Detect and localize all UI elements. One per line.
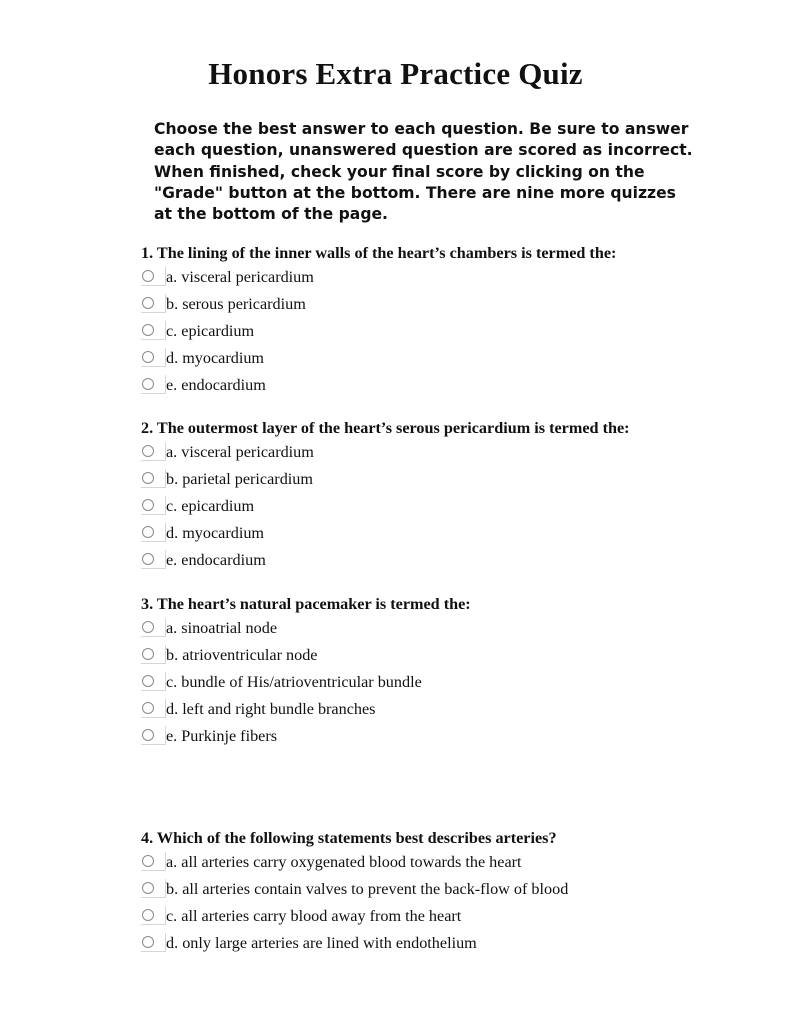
option-label: b. atrioventricular node xyxy=(166,646,318,664)
question-3 xyxy=(141,594,471,753)
page-title: Honors Extra Practice Quiz xyxy=(208,56,583,91)
answer-option[interactable] xyxy=(141,618,471,645)
option-label: e. endocardium xyxy=(166,551,266,569)
answer-option[interactable] xyxy=(141,699,471,726)
answer-option[interactable] xyxy=(141,645,471,672)
radio-button[interactable] xyxy=(142,855,154,867)
option-label: d. myocardium xyxy=(166,524,265,542)
option-label: d. only large arteries are lined with endothelium xyxy=(166,934,477,952)
answer-option[interactable] xyxy=(141,672,471,699)
radio-button[interactable] xyxy=(142,445,154,457)
option-label: b. all arteries contain valves to prevent the back-flow of blood xyxy=(166,880,569,898)
option-label: d. left and right bundle branches xyxy=(166,700,376,718)
radio-button[interactable] xyxy=(142,351,154,363)
radio-button[interactable] xyxy=(142,270,154,282)
question-4 xyxy=(141,828,569,960)
radio-button[interactable] xyxy=(142,909,154,921)
question-2 xyxy=(141,418,630,577)
option-label: a. all arteries carry oxygenated blood towards the heart xyxy=(166,853,522,871)
radio-button[interactable] xyxy=(142,621,154,633)
instructions-line: each question, unanswered question are scored as incorrect. xyxy=(154,141,693,160)
option-label: c. all arteries carry blood away from the heart xyxy=(166,907,462,925)
answer-option[interactable] xyxy=(141,879,569,906)
answer-option[interactable] xyxy=(141,375,616,402)
answer-option[interactable] xyxy=(141,469,630,496)
option-label: b. parietal pericardium xyxy=(166,470,313,488)
answer-option[interactable] xyxy=(141,348,616,375)
instructions-line: at the bottom of the page. xyxy=(154,205,388,224)
answer-option[interactable] xyxy=(141,906,557,933)
answer-option[interactable] xyxy=(141,267,616,294)
radio-button[interactable] xyxy=(142,472,154,484)
instructions-line: When finished, check your final score by clicking on the xyxy=(154,162,645,181)
instructions-line: "Grade" button at the bottom. There are nine more quizzes xyxy=(154,183,676,202)
option-label: c. epicardium xyxy=(166,322,255,340)
option-label: c. bundle of His/atrioventricular bundle xyxy=(166,673,422,691)
question-prompt: 3. The heart’s natural pacemaker is termed the: xyxy=(141,595,471,613)
option-label: e. Purkinje fibers xyxy=(166,727,278,745)
radio-button[interactable] xyxy=(142,936,154,948)
answer-option[interactable] xyxy=(141,852,557,879)
option-label: e. endocardium xyxy=(166,376,266,394)
radio-button[interactable] xyxy=(142,378,154,390)
radio-button[interactable] xyxy=(142,526,154,538)
question-prompt: 1. The lining of the inner walls of the heart’s chambers is termed the: xyxy=(141,244,617,262)
option-label: a. visceral pericardium xyxy=(166,443,314,461)
instructions-line: Choose the best answer to each question. Be sure to answer xyxy=(154,120,689,138)
option-label: b. serous pericardium xyxy=(166,295,306,313)
answer-option[interactable] xyxy=(141,523,630,550)
option-label: c. epicardium xyxy=(166,497,255,515)
answer-option[interactable] xyxy=(141,294,616,321)
radio-button[interactable] xyxy=(142,648,154,660)
radio-button[interactable] xyxy=(142,297,154,309)
radio-button[interactable] xyxy=(142,553,154,565)
answer-option[interactable] xyxy=(141,726,471,753)
answer-option[interactable] xyxy=(141,496,630,523)
question-1 xyxy=(141,243,616,402)
radio-button[interactable] xyxy=(142,499,154,511)
answer-option[interactable] xyxy=(141,442,630,469)
answer-option[interactable] xyxy=(141,321,616,348)
answer-option[interactable] xyxy=(141,550,630,577)
radio-button[interactable] xyxy=(142,702,154,714)
instructions xyxy=(154,119,693,225)
question-prompt: 2. The outermost layer of the heart’s serous pericardium is termed the: xyxy=(141,419,630,437)
option-label: a. visceral pericardium xyxy=(166,268,314,286)
radio-button[interactable] xyxy=(142,324,154,336)
radio-button[interactable] xyxy=(142,882,154,894)
radio-button[interactable] xyxy=(142,729,154,741)
question-prompt: 4. Which of the following statements best describes arteries? xyxy=(141,829,557,847)
answer-option[interactable] xyxy=(141,933,557,960)
radio-button[interactable] xyxy=(142,675,154,687)
option-label: a. sinoatrial node xyxy=(166,619,278,637)
option-label: d. myocardium xyxy=(166,349,265,367)
